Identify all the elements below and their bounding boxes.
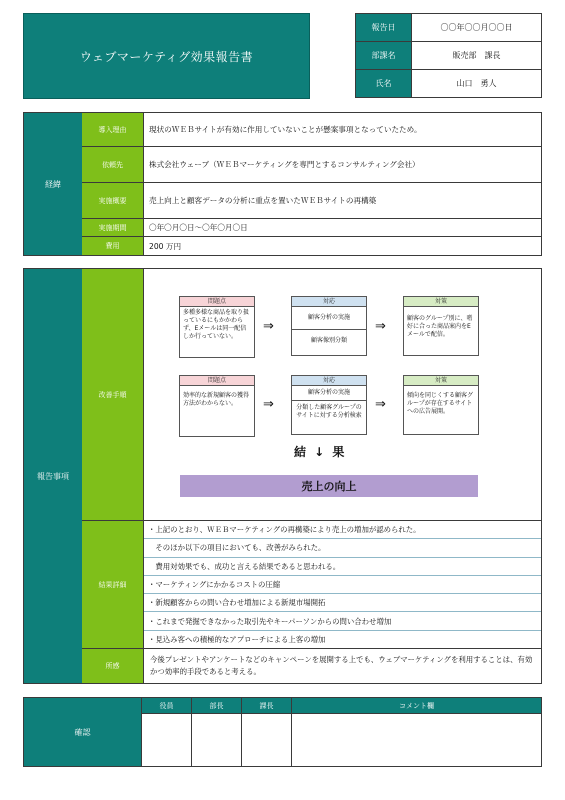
arrow-icon: ⇒	[375, 319, 386, 334]
background-row	[82, 237, 541, 255]
detail-line[interactable]: 費用対効果でも、成功と言える結果であると思われる。	[144, 558, 541, 576]
background-row	[82, 183, 541, 219]
problem-header: 問題点	[180, 297, 254, 307]
row-label: 費用	[82, 237, 144, 255]
background-section	[23, 112, 542, 256]
action-box-2	[291, 375, 367, 435]
row-label: 実施期間	[82, 219, 144, 236]
measure-header: 対策	[404, 376, 478, 386]
result-heading: 結 ↓ 果	[294, 445, 347, 459]
action-item: 分類した顧客グループのサイトに対する分析検索	[292, 400, 366, 423]
confirm-column-manager	[192, 698, 242, 766]
background-row	[82, 113, 541, 147]
row-label: 導入理由	[82, 113, 144, 146]
problem-box-2	[179, 375, 255, 437]
problem-text: 多種多様な商品を取り扱っているにもかかわらず、Eメールは同一配信しか行っていない。	[183, 309, 250, 340]
background-section-label: 経緯	[24, 113, 82, 255]
report-section	[23, 268, 542, 684]
section-chief-stamp-box[interactable]	[242, 714, 291, 766]
problem-text: 効率的な新規顧客の獲得方法がわからない。	[183, 392, 250, 407]
measure-box-2	[403, 375, 479, 435]
impression-field[interactable]: 今後プレゼントやアンケートなどのキャンペーンを展開する上でも、ウェブマーケティングを利用することは、有効かつ効率的手段であると考える。	[150, 655, 533, 676]
executive-stamp-box[interactable]	[142, 714, 191, 766]
confirm-column-comment	[292, 698, 541, 766]
report-body	[82, 269, 541, 683]
arrow-icon: ⇒	[263, 397, 274, 412]
action-item: 顧客像別分類	[292, 329, 366, 352]
action-header: 対応	[292, 376, 366, 386]
meta-label: 報告日	[356, 14, 412, 42]
background-rows	[82, 113, 541, 255]
impression-block	[82, 649, 541, 683]
arrow-icon: ⇒	[375, 397, 386, 412]
measure-text: 傾向を同じくする顧客グループが存在するサイトへの広告展開。	[407, 392, 474, 415]
action-header: 対応	[292, 297, 366, 307]
background-row	[82, 147, 541, 183]
row-label: 実施概要	[82, 183, 144, 218]
detail-line[interactable]: ・上記のとおり、ＷＥＢマーケティングの再構築により売上の増加が認められた。	[144, 521, 541, 539]
arrow-icon: ⇒	[263, 319, 274, 334]
detail-line[interactable]: ・これまで発掘できなかった取引先やキーパーソンからの問い合わせ増加	[144, 612, 541, 630]
confirm-column-section-chief	[242, 698, 292, 766]
problem-box-1	[179, 296, 255, 358]
process-diagram	[144, 269, 541, 520]
meta-row-date	[356, 14, 542, 42]
cost-field[interactable]: 200 万円	[149, 241, 182, 251]
problem-header: 問題点	[180, 376, 254, 386]
confirm-column-header: コメント欄	[292, 698, 541, 714]
client-field[interactable]: 株式会社ウェーブ（ＷＥＢマーケティングを専門とするコンサルティング会社）	[149, 160, 420, 169]
confirm-column-header: 役員	[142, 698, 191, 714]
result-bar: 売上の向上	[180, 475, 478, 497]
confirm-column-header: 課長	[242, 698, 291, 714]
confirm-column-executive	[142, 698, 192, 766]
period-field[interactable]: 〇年〇月〇日～〇年〇月〇日	[149, 223, 248, 232]
name-field[interactable]: 山口 勇人	[412, 70, 542, 98]
confirm-column-header: 部長	[192, 698, 241, 714]
detail-lines	[144, 521, 541, 648]
confirm-section	[23, 697, 542, 767]
measure-box-1	[403, 296, 479, 356]
meta-table	[355, 13, 542, 98]
impression-label: 所感	[82, 649, 144, 683]
detail-label: 結果詳細	[82, 521, 144, 648]
report-section-label: 報告事項	[24, 269, 82, 683]
action-box-1	[291, 296, 367, 356]
report-date-field[interactable]: 〇〇年〇〇月〇〇日	[412, 14, 542, 42]
detail-line[interactable]: ・新規顧客からの問い合わせ増加による新規市場開拓	[144, 594, 541, 612]
comment-box[interactable]	[292, 714, 541, 766]
meta-row-name	[356, 70, 542, 98]
detail-line[interactable]: ・マーケティングにかかるコストの圧縮	[144, 576, 541, 594]
meta-row-dept	[356, 42, 542, 70]
confirm-label: 確認	[24, 698, 142, 766]
detail-block	[82, 521, 541, 649]
detail-line[interactable]: そのほか以下の項目においても、改善がみられた。	[144, 539, 541, 557]
reason-field[interactable]: 現状のＷＥＢサイトが有効に作用していないことが懸案事項となっていたため。	[149, 125, 422, 134]
action-item: 顧客分析の実施	[307, 314, 350, 321]
action-item: 顧客分析の実施	[307, 389, 350, 396]
process-block	[82, 269, 541, 521]
meta-label: 氏名	[356, 70, 412, 98]
manager-stamp-box[interactable]	[192, 714, 241, 766]
row-label: 依頼先	[82, 147, 144, 182]
measure-header: 対策	[404, 297, 478, 307]
measure-text: 顧客のグループ別に、嗜好に合った商品案内をEメールで配信。	[407, 315, 473, 338]
summary-field[interactable]: 売上向上と顧客データの分析に重点を置いたＷＥＢサイトの再構築	[149, 196, 377, 205]
process-label: 改善手順	[82, 269, 144, 520]
meta-label: 部課名	[356, 42, 412, 70]
page-title: ウェブマーケティグ効果報告書	[23, 13, 310, 99]
background-row	[82, 219, 541, 237]
department-field[interactable]: 販売部 課長	[412, 42, 542, 70]
detail-line[interactable]: ・見込み客への積極的なアプローチによる上客の増加	[148, 634, 326, 644]
